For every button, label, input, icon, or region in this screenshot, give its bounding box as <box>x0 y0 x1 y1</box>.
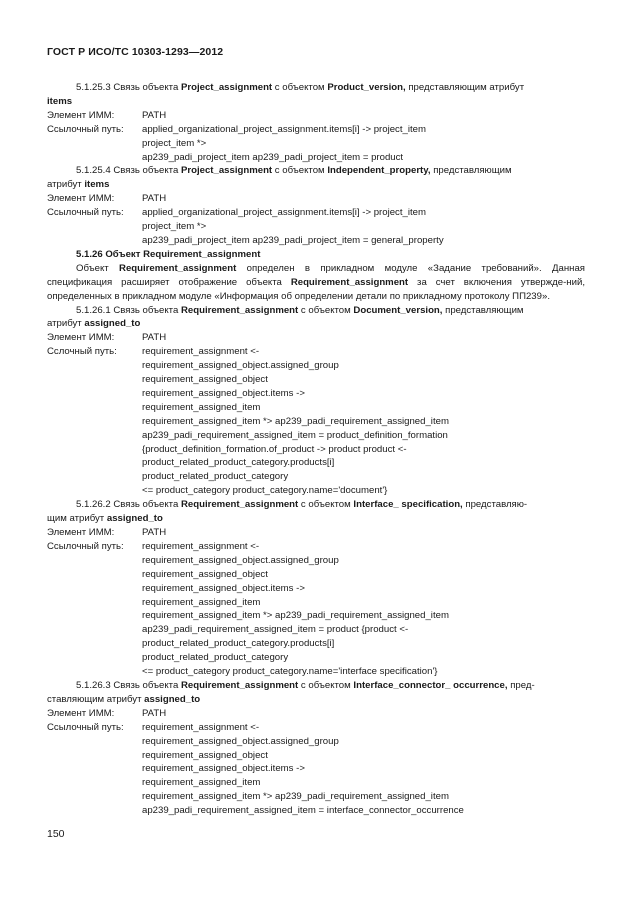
clause-text: с объектом <box>272 82 328 93</box>
imm-value: PATH <box>142 707 167 719</box>
path-line: requirement_assigned_item <box>142 401 261 413</box>
path-line: requirement_assigned_item *> ap239_padi_requirement_assigned_item <box>142 610 449 622</box>
path-line: requirement_assigned_object <box>142 749 268 761</box>
path-line: requirement_assignment <- <box>142 346 260 358</box>
ref-path-row <box>47 345 585 359</box>
path-line: {product_definition_formation.of_product -> product product <- <box>142 443 407 455</box>
path-line: requirement_assigned_item <box>142 596 261 608</box>
paragraph-text: Объект <box>76 262 120 274</box>
imm-element-row <box>47 707 585 721</box>
clause-text: ставляющим атрибут <box>47 693 145 705</box>
attribute-label: items <box>47 95 73 107</box>
path-line: requirement_assignment <- <box>142 540 260 552</box>
clause-text: атрибут <box>47 179 85 191</box>
path-line: requirement_assignment <- <box>142 721 260 733</box>
path-line: requirement_assigned_object.items -> <box>142 763 305 775</box>
entity-name: Requirement_assignment <box>119 262 237 274</box>
imm-label: Элемент ИММ: <box>47 707 115 719</box>
ref-path-row <box>47 540 585 554</box>
ref-path-label: Ссылочный путь: <box>47 721 124 733</box>
clause-number: 5.1.26.1 Связь объекта <box>76 304 181 316</box>
page-header: ГОСТ Р ИСО/ТС 10303-1293—2012 <box>47 46 224 58</box>
path-line: requirement_assigned_object.assigned_group <box>142 360 339 372</box>
target-entity-name: Product_version, <box>327 82 406 93</box>
imm-label: Элемент ИММ: <box>47 193 115 205</box>
imm-value: PATH <box>142 109 167 121</box>
clause-5-1-25-4-heading <box>47 164 585 178</box>
path-line: ap239_padi_project_item ap239_padi_project_item = product <box>142 151 404 163</box>
path-line: ap239_padi_requirement_assigned_item = product_definition_formation <box>142 429 448 441</box>
entity-name: Requirement_assignment <box>180 304 299 316</box>
target-entity-name: Independent_property, <box>327 165 431 177</box>
clause-5-1-25-3-heading <box>47 81 585 95</box>
ref-path-label: Сслочный путь: <box>47 346 117 358</box>
attribute-label: assigned_to <box>106 513 163 525</box>
imm-label: Элемент ИММ: <box>47 332 115 344</box>
ref-path-row <box>47 721 585 735</box>
path-line: ap239_padi_requirement_assigned_item = interface_connector_occurrence <box>142 805 464 817</box>
clause-text: представляющим <box>430 165 512 177</box>
attribute-label: items <box>84 179 110 191</box>
clause-number: 5.1.26.3 Связь объекта <box>76 679 181 691</box>
path-line: requirement_assigned_object.assigned_group <box>142 735 339 747</box>
entity-name: Requirement_assignment <box>180 499 299 511</box>
ref-path-label: Ссылочный путь: <box>47 207 124 219</box>
path-line: <= product_category product_category.name='document'} <box>142 485 388 497</box>
path-line: applied_organizational_project_assignment.items[i] -> project_item <box>142 123 426 135</box>
path-line: requirement_assigned_item *> ap239_padi_requirement_assigned_item <box>142 791 449 803</box>
paragraph-text: за счет включения утвержде-ний, определенных в прикладном модуле «Информация об определении детали по прикладному протоколу ПП239». <box>47 276 585 302</box>
target-entity-name: Interface_ specification, <box>353 499 463 511</box>
clause-text: с объектом <box>298 499 354 511</box>
attribute-name <box>47 95 585 109</box>
ref-path-row <box>47 206 585 220</box>
path-line: applied_organizational_project_assignment.items[i] -> project_item <box>142 207 426 219</box>
clause-text: пред- <box>507 679 535 691</box>
path-line: product_related_product_category <box>142 471 289 483</box>
imm-element-row <box>47 526 585 540</box>
ref-path-label: Ссылочный путь: <box>47 123 124 135</box>
path-line: requirement_assigned_object.assigned_group <box>142 554 339 566</box>
target-entity-name: Document_version, <box>353 304 443 316</box>
path-line: requirement_assigned_item *> ap239_padi_requirement_assigned_item <box>142 415 449 427</box>
attribute-line <box>47 317 585 331</box>
attribute-line <box>47 512 585 526</box>
entity-name: Requirement_assignment <box>290 276 409 288</box>
path-line: ap239_padi_project_item ap239_padi_project_item = general_property <box>142 234 444 246</box>
clause-5-1-26-3-heading <box>47 679 585 693</box>
clause-text: представляющим <box>442 304 524 316</box>
path-line: requirement_assigned_item <box>142 777 261 789</box>
page-number: 150 <box>47 828 65 840</box>
clause-number: 5.1.25.3 Связь объекта <box>76 82 181 93</box>
path-line: requirement_assigned_object <box>142 374 268 386</box>
path-line: project_item *> <box>142 137 207 149</box>
clause-text: с объектом <box>298 304 354 316</box>
entity-name: Project_assignment <box>180 165 273 177</box>
path-line: project_item *> <box>142 221 207 233</box>
clause-text: атрибут <box>47 318 85 330</box>
path-line: product_related_product_category.products[i] <box>142 638 335 650</box>
attribute-line <box>47 693 585 707</box>
clause-number: 5.1.26.2 Связь объекта <box>76 499 181 511</box>
page-content <box>47 81 585 818</box>
clause-5-1-26-1-heading <box>47 304 585 318</box>
ref-path-row <box>47 123 585 137</box>
imm-value: PATH <box>142 193 167 205</box>
attribute-label: assigned_to <box>144 693 201 705</box>
imm-element-row <box>47 109 585 123</box>
clause-5-1-26-2-heading <box>47 498 585 512</box>
imm-value: PATH <box>142 527 167 538</box>
clause-text: с объектом <box>298 679 354 691</box>
paragraph-text: определен в прикладном модуле «Задание требований». Данная спецификация расширяет отображение объекта <box>47 262 585 288</box>
imm-element-row <box>47 192 585 206</box>
path-line: requirement_assigned_object.items -> <box>142 582 305 594</box>
attribute-line <box>47 178 585 192</box>
ref-path-label: Ссылочный путь: <box>47 540 124 552</box>
path-line: <= product_category product_category.name='interface specification'} <box>142 666 438 678</box>
attribute-label: assigned_to <box>84 318 141 330</box>
imm-label: Элемент ИММ: <box>47 109 115 121</box>
clause-text: представляющим атрибут <box>405 82 525 93</box>
imm-element-row <box>47 331 585 345</box>
entity-name: Project_assignment <box>180 82 273 93</box>
path-line: requirement_assigned_object <box>142 568 268 580</box>
clause-number: 5.1.25.4 Связь объекта <box>76 165 181 177</box>
section-5-1-26-paragraph <box>47 262 585 304</box>
target-entity-name: Interface_connector_ occurrence, <box>353 679 508 691</box>
clause-text: с объектом <box>272 165 328 177</box>
clause-text: представляю- <box>462 499 528 511</box>
path-line: ap239_padi_requirement_assigned_item = product {product <- <box>142 624 409 636</box>
path-line: product_related_product_category.products[i] <box>142 457 335 469</box>
path-line: requirement_assigned_object.items -> <box>142 387 305 399</box>
clause-text: щим атрибут <box>47 513 107 525</box>
section-5-1-26-title: 5.1.26 Объект Requirement_assignment <box>76 248 261 260</box>
path-line: product_related_product_category <box>142 652 289 664</box>
imm-label: Элемент ИММ: <box>47 527 115 538</box>
entity-name: Requirement_assignment <box>180 679 299 691</box>
imm-value: PATH <box>142 332 167 344</box>
